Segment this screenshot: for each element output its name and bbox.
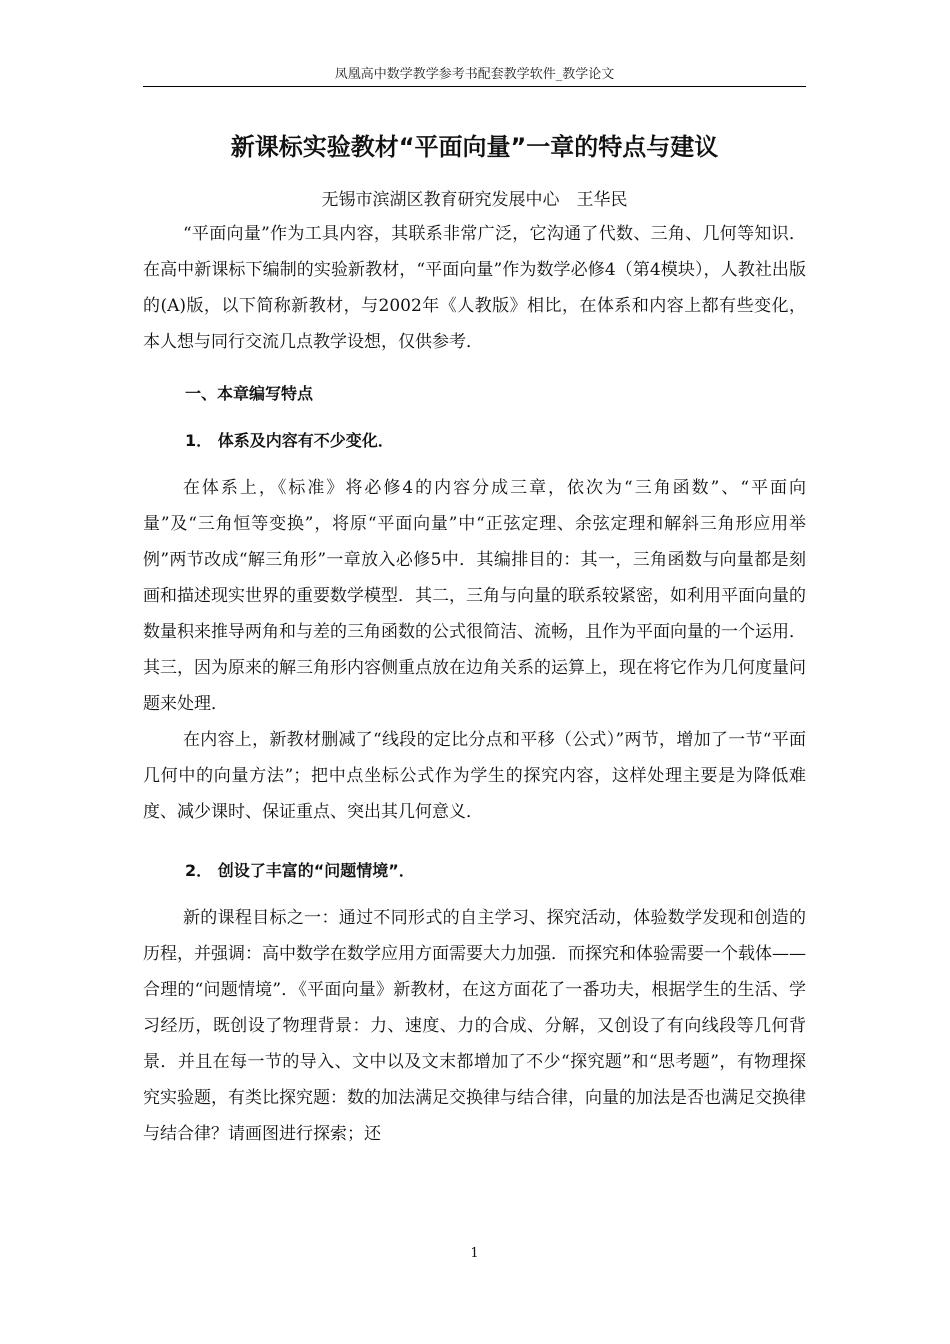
subsection-heading-1: 1． 体系及内容有不少变化． bbox=[185, 431, 394, 450]
section-heading-1: 一、本章编写特点 bbox=[185, 384, 314, 403]
article-title: 新课标实验教材“平面向量”一章的特点与建议 bbox=[230, 133, 719, 161]
paragraph-problem-situation: 新的课程目标之一：通过不同形式的自主学习、探究活动，体验数学发现和创造的历程，并强调：高中数学在数学应用方面需要大力加强．而探究和体验需要一个载体——合理的“问题情境”．《平面向量》新教材，在这方面花了一番功夫，根据学生的生活、学习经历，既创设了物理背景：力、速度、力的合成、分解，又创设了有向线段等几何背景．并且在每一节的导入、文中以及文末都增加了不少“探究题”和“思考题”，有物理探究实验题，有类比探究题：数的加法满足交换律与结合律，向量的加法是否也满足交换律与结合律？请画图进行探索；还 bbox=[143, 908, 806, 1144]
author-line: 无锡市滨湖区教育研究发展中心 王华民 bbox=[321, 190, 628, 210]
subsection-heading-2: 2． 创设了丰富的“问题情境”． bbox=[185, 861, 415, 880]
intro-paragraph: “平面向量”作为工具内容，其联系非常广泛，它沟通了代数、三角、几何等知识．在高中新课标下编制的实验新教材，“平面向量”作为数学必修4（第4模块），人教社出版的(A)版，以下简称新教材，与2002年《人教版》相比，在体系和内容上都有些变化，本人想与同行交流几点教学设想，仅供参考． bbox=[143, 224, 806, 352]
paragraph-system: 在体系上，《标准》将必修4的内容分成三章，依次为“三角函数”、“平面向量”及“三角恒等变换”，将原“平面向量”中“正弦定理、余弦定理和解斜三角形应用举例”两节改成“解三角形”一章放入必修5中．其编排目的：其一，三角函数与向量都是刻画和描述现实世界的重要数学模型．其二，三角与向量的联系较紧密，如利用平面向量的数量积来推导两角和与差的三角函数的公式很简洁、流畅，且作为平面向量的一个运用．其三，因为原来的解三角形内容侧重点放在边角关系的运算上，现在将它作为几何度量问题来处理． bbox=[143, 478, 806, 714]
page-number: 1 bbox=[470, 1246, 479, 1261]
running-header: 凤凰高中数学教学参考书配套教学软件_教学论文 bbox=[334, 67, 615, 82]
subsection2-body bbox=[143, 900, 806, 1152]
intro-block bbox=[143, 216, 806, 360]
paragraph-content: 在内容上，新教材删减了“线段的定比分点和平移（公式）”两节，增加了一节“平面几何中的向量方法”；把中点坐标公式作为学生的探究内容，这样处理主要是为降低难度、减少课时、保证重点、突出其几何意义． bbox=[143, 730, 806, 822]
subsection1-body bbox=[143, 470, 806, 830]
header-divider bbox=[143, 86, 806, 87]
